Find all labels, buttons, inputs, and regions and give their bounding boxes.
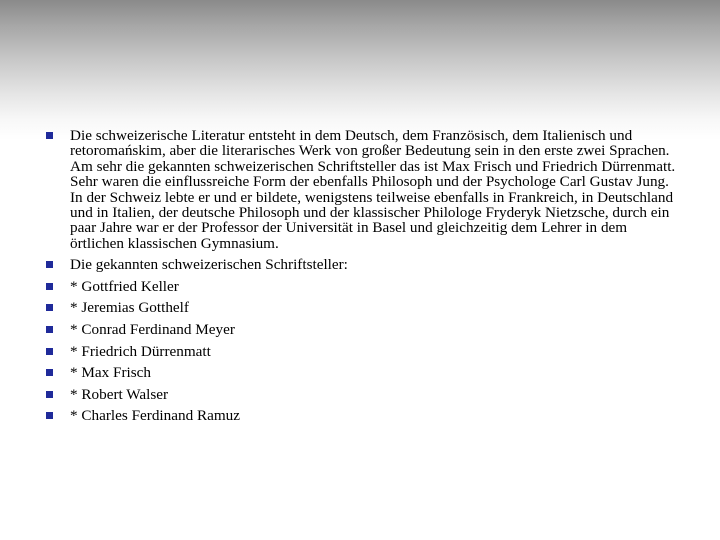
square-bullet-icon (46, 391, 53, 398)
bullet-text: * Jeremias Gotthelf (70, 299, 189, 317)
bullet-text: * Gottfried Keller (70, 277, 179, 295)
bullet-item-author (40, 387, 680, 402)
bullet-text: * Robert Walser (70, 385, 169, 403)
square-bullet-icon (46, 304, 53, 311)
bullet-item-author (40, 322, 680, 337)
square-bullet-icon (46, 348, 53, 355)
bullet-item-author (40, 408, 680, 423)
square-bullet-icon (46, 369, 53, 376)
bullet-text: * Max Frisch (70, 364, 151, 382)
bullet-item-author (40, 344, 680, 359)
bullet-text: Die gekannten schweizerischen Schriftsteller: (70, 256, 348, 274)
square-bullet-icon (46, 261, 53, 268)
slide-content (40, 128, 680, 430)
bullet-text: Die schweizerische Literatur entsteht in dem Deutsch, dem Französisch, dem Italienisch und retoromańskim, aber die literarisches Werk von großer Bedeutung sein in den erste zwei Sprachen. Am sehr die gekannten schweizerischen Schriftsteller das ist Max Frisch und Friedrich Dürrenmatt. Sehr waren die einflussreiche Form der ebenfalls Philosoph und der Psychologe Carl Gustav Jung. In der Schweiz lebte er und er bildete, wenigstens teilweise ebenfalls in Frankreich, in Deutschland und in Italien, der deutsche Philosoph und der klassischer Philologe Fryderyk Nietzsche, durch ein paar Jahre war er der Professor der Universität in Basel und gleichzeitig dem Lehrer in dem örtlichen klassischen Gymnasium. (70, 127, 676, 252)
bullet-list (40, 128, 680, 424)
bullet-item-author (40, 365, 680, 380)
square-bullet-icon (46, 283, 53, 290)
bullet-item-heading (40, 257, 680, 272)
bullet-text: * Friedrich Dürrenmatt (70, 342, 211, 360)
bullet-text: * Conrad Ferdinand Meyer (70, 321, 235, 339)
square-bullet-icon (46, 132, 53, 139)
bullet-item-author (40, 279, 680, 294)
square-bullet-icon (46, 412, 53, 419)
bullet-text: * Charles Ferdinand Ramuz (70, 407, 240, 425)
square-bullet-icon (46, 326, 53, 333)
bullet-item-author (40, 300, 680, 315)
bullet-item-intro (40, 128, 680, 251)
